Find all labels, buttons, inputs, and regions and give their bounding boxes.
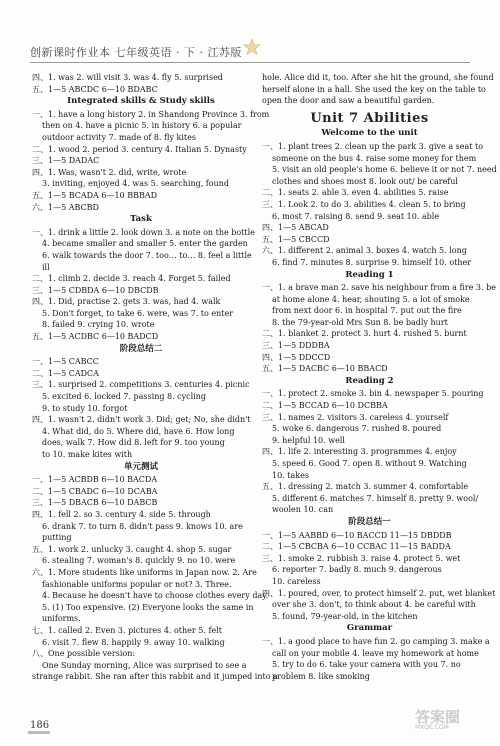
answer-line: 5. found, 79-year-old, in the kitchen bbox=[272, 611, 418, 621]
answer-line: to 10. make kites with bbox=[42, 450, 133, 459]
answer-line: 四、1. Did, practise 2. gets 3. was, had 4. walk bbox=[32, 297, 221, 307]
answer-line: 六、1—5 ABCBD bbox=[32, 202, 99, 212]
section-heading: 阶段总结二 bbox=[119, 343, 163, 354]
answer-line: at home alone 4. hear, shouting 5. a lot of smoke bbox=[272, 294, 470, 304]
answer-line: 一、1. drink a little 2. look down 3. a note on the bottle bbox=[32, 227, 255, 237]
answer-line: 6. walk towards the door 7. too… to… 8. feel a little bbox=[42, 250, 252, 260]
answer-line: 六、1. different 2. animal 3. boxes 4. watch 5. long bbox=[262, 246, 467, 256]
answer-line: 6. find 7. minutes 8. surprise 9. himself 10. other bbox=[272, 257, 472, 267]
answer-line: 五、1—5 DACBC 6—10 BBACD bbox=[262, 364, 388, 374]
answer-line: 三、1—5 DADAC bbox=[32, 156, 100, 166]
running-header: 创新课时作业本 七年级英语 · 下 · 江苏版 bbox=[30, 46, 242, 59]
answer-line: 二、1—5 BCCAD 6—10 DCBBA bbox=[262, 401, 388, 411]
answer-line: outdoor activity 7. made of 8. fly kites bbox=[42, 132, 196, 142]
right-column bbox=[262, 72, 497, 682]
answer-line: 5. (1) Too expensive. (2) Everyone looks the same in bbox=[42, 602, 254, 612]
answer-line: 9. helpful 10. well bbox=[272, 435, 345, 445]
answer-line: 6. drank 7. to turn 8. didn't pass 9. knows 10. are bbox=[42, 521, 243, 531]
answer-line: 三、1—5 DDDBA bbox=[262, 341, 330, 351]
answer-line: 二、1. climb 2. decide 3. reach 4. Forget 5. failed bbox=[32, 274, 231, 284]
answer-line: clothes and shoes most 8. look out/ be careful bbox=[272, 176, 458, 186]
answer-line: 二、1. wood 2. period 3. century 4. Italian 5. Dynasty bbox=[32, 144, 247, 154]
answer-line: 五、1—5 ACDBC 6—10 BADCD bbox=[32, 332, 159, 342]
answer-line: 三、1—5 CDBDA 6—10 DBCDB bbox=[32, 285, 159, 295]
answer-line: 5. speed 6. Good 7. open 8. without 9. Watching bbox=[272, 459, 467, 468]
answer-line: 二、1. blanket 2. protect 3. hurt 4. rushed 5. burnt bbox=[262, 329, 467, 339]
header-rule bbox=[30, 62, 470, 63]
answer-line: problem 8. like smoking bbox=[272, 671, 370, 681]
answer-line: 5. visit an old people's home 6. believe it or not 7. need bbox=[272, 165, 497, 175]
answer-line: 4. What did, do 5. Where did, have 6. How long bbox=[42, 426, 235, 436]
answer-line: does, walk 7. How did 8. left for 9. too young bbox=[42, 438, 225, 448]
section-heading: 单元测试 bbox=[123, 461, 158, 472]
answer-line: 一、1—5 CABCC bbox=[32, 357, 99, 367]
answer-line: 一、1. a good place to have fun 2. go camping 3. make a bbox=[262, 636, 490, 646]
page-number-bar bbox=[28, 731, 50, 734]
section-heading: Welcome to the unit bbox=[321, 128, 418, 139]
answer-line: 五、1. dressing 2. match 3. summer 4. comfortable bbox=[262, 482, 469, 492]
answer-line: 6. reporter 7. badly 8. much 9. dangerous bbox=[272, 565, 442, 575]
star-decoration-icon bbox=[243, 38, 261, 56]
watermark-url: MXQE.COM bbox=[415, 724, 449, 731]
answer-line: 4. became smaller and smaller 5. enter the garden bbox=[42, 239, 248, 249]
answer-line: 五、1—5 ABCDC 6—10 BDABC bbox=[32, 84, 158, 94]
answer-line: over she 3. don't, to think about 4. be careful with bbox=[272, 600, 476, 610]
answer-line: 一、1—5 AABBD 6—10 BACCD 11—15 DBDDB bbox=[262, 530, 452, 540]
watermark-brand: 答案圈 bbox=[415, 708, 461, 726]
answer-line: ill bbox=[42, 262, 50, 272]
answer-line: 四、1. Was, wasn't 2. did, write, wrote bbox=[32, 167, 187, 177]
answer-line: 五、1—5 CBCCD bbox=[262, 234, 330, 244]
page-number: 186 bbox=[30, 720, 50, 731]
answer-line: 三、1. surprised 2. competitions 3. centuries 4. picnic bbox=[32, 380, 250, 390]
answer-line: 七、1. called 2. Even 3. pictures 4. other 5. felt bbox=[32, 625, 222, 635]
answer-line: 三、1—5 DBACB 6—10 DABCB bbox=[32, 498, 158, 508]
answer-line: 三、1. names 2. visitors 3. careless 4. yourself bbox=[262, 412, 449, 422]
answer-line: 一、1—5 ACBDB 6—10 BACDA bbox=[32, 475, 158, 485]
answer-line: One Sunday morning, Alice was surprised to see a bbox=[42, 660, 247, 670]
answer-line: 四、1. was 2. will visit 3. was 4. fly 5. surprised bbox=[32, 73, 223, 82]
answer-line: 一、1. have a long history 2. in Shandong Province 3. from bbox=[32, 109, 270, 119]
watermark-logo bbox=[415, 702, 485, 732]
answer-line: 一、1. a brave man 2. save his neighbour from a fire 3. be bbox=[262, 283, 496, 293]
answer-line: 三、1. smoke 2. rubbish 3. raise 4. protect 5. wet bbox=[262, 553, 461, 563]
answer-line: 四、1. poured, over, to protect himself 2. put, wet blanket bbox=[262, 588, 496, 598]
section-heading: Grammar bbox=[346, 623, 393, 634]
answer-line: 8. the 79-year-old Mrs Sun 8. be badly hurt bbox=[272, 317, 448, 327]
answer-line: 八、One possible version: bbox=[32, 649, 136, 659]
answer-line: hole. Alice did it, too. After she hit the ground, she found bbox=[262, 73, 494, 82]
answer-line: 四、1—5 ABCAD bbox=[262, 223, 329, 233]
answer-line: 10. careless bbox=[272, 576, 321, 586]
answer-line: from next door 6. in hospital 7. put out the fire bbox=[272, 306, 462, 316]
left-column bbox=[32, 72, 278, 683]
answer-line: 四、1—5 DDCCD bbox=[262, 352, 331, 362]
section-heading: Task bbox=[130, 214, 152, 225]
answer-line: 5. woke 6. dangerous 7. rushed 8. poured bbox=[272, 424, 442, 434]
answer-line: 二、1—5 CBCBA 6—10 CCBAC 11—15 BADDA bbox=[262, 542, 451, 552]
answer-line: then on 4. have a picnic 5. in history 6. a popular bbox=[42, 121, 242, 131]
answer-line: 四、1. life 2. interesting 3. programmes 4. enjoy bbox=[262, 447, 457, 457]
answer-line: 4. Because he doesn't have to choose clothes every day. bbox=[42, 591, 269, 601]
answer-line: 6. most 7. raising 8. send 9. seat 10. able bbox=[272, 211, 440, 221]
answer-line: 6. stealing 7. woman's 8. quickly 9. no 10. were bbox=[42, 556, 236, 566]
answer-line: 四、1. fell 2. so 3. century 4. side 5. through bbox=[32, 509, 211, 519]
section-heading: 阶段总结一 bbox=[348, 516, 391, 527]
answer-line: woolen 10. can bbox=[272, 505, 334, 515]
answer-line: 五、1. work 2. unlucky 3. caught 4. shop 5. sugar bbox=[32, 544, 232, 554]
answer-line: 一、1. protect 2. smoke 3. bin 4. newspaper 5. pouring bbox=[262, 389, 484, 399]
answer-line: 六、1. More students like uniforms in Japan now. 2. Are bbox=[32, 567, 257, 577]
answer-line: 二、1. seats 2. able 3. even 4. abilities 5. raise bbox=[262, 188, 449, 198]
answer-line: putting bbox=[42, 533, 72, 543]
answer-line: call on your mobile 4. leave my homework at home bbox=[272, 648, 479, 658]
answer-line: 10. takes bbox=[272, 470, 309, 480]
answer-line: herself alone in a hall. She used the key on the table to bbox=[262, 84, 486, 94]
answer-line: 5. try to do 6. take your camera with you 7. no bbox=[272, 660, 461, 670]
section-heading: Reading 2 bbox=[345, 375, 394, 386]
answer-line: fashionable uniforms popular or not? 3. Three. bbox=[42, 579, 232, 589]
answer-line: 一、1. plant trees 2. clean up the park 3. give a seat to bbox=[262, 141, 484, 151]
answer-line: 二、1—5 CADCA bbox=[32, 368, 99, 378]
answer-line: 6. visit 7. flew 8. happily 9. away 10. walking bbox=[42, 637, 225, 647]
answer-line: 3. inviting, enjoyed 4. was 5. searching, found bbox=[42, 179, 230, 189]
answer-line: 5. different 6. matches 7. himself 8. pretty 9. wool/ bbox=[272, 493, 479, 503]
answer-line: 四、1. wasn't 2. didn't work 3. Did; get; No, she didn't bbox=[32, 415, 251, 425]
answer-line: 5. Don't forget, to take 6. were, was 7. to enter bbox=[42, 308, 234, 318]
answer-line: 8. failed 9. crying 10. wrote bbox=[42, 320, 155, 330]
answer-line: 五、1—5 BCADA 6—10 BBBAD bbox=[32, 190, 158, 200]
answer-line: 9. to study 10. forgot bbox=[42, 403, 128, 413]
section-heading: Integrated skills & Study skills bbox=[67, 96, 215, 107]
unit-title: Unit 7 Abilities bbox=[310, 110, 429, 126]
answer-line: 二、1—5 CBADC 6—10 DCABA bbox=[32, 486, 158, 496]
answer-line: 三、1. Look 2. to do 3. abilities 4. clean 5. to bring bbox=[262, 199, 466, 209]
answer-line: open the door and saw a beautiful garden. bbox=[262, 96, 435, 106]
answer-line: uniforms. bbox=[42, 614, 81, 624]
answer-line: strange rabbit. She ran after this rabbit and it jumped into a bbox=[32, 672, 278, 682]
answer-line: 5. excited 6. locked 7. passing 8. cycling bbox=[42, 392, 207, 402]
answer-line: someone on the bus 4. raise some money for them bbox=[272, 153, 477, 163]
section-heading: Reading 1 bbox=[345, 269, 394, 280]
